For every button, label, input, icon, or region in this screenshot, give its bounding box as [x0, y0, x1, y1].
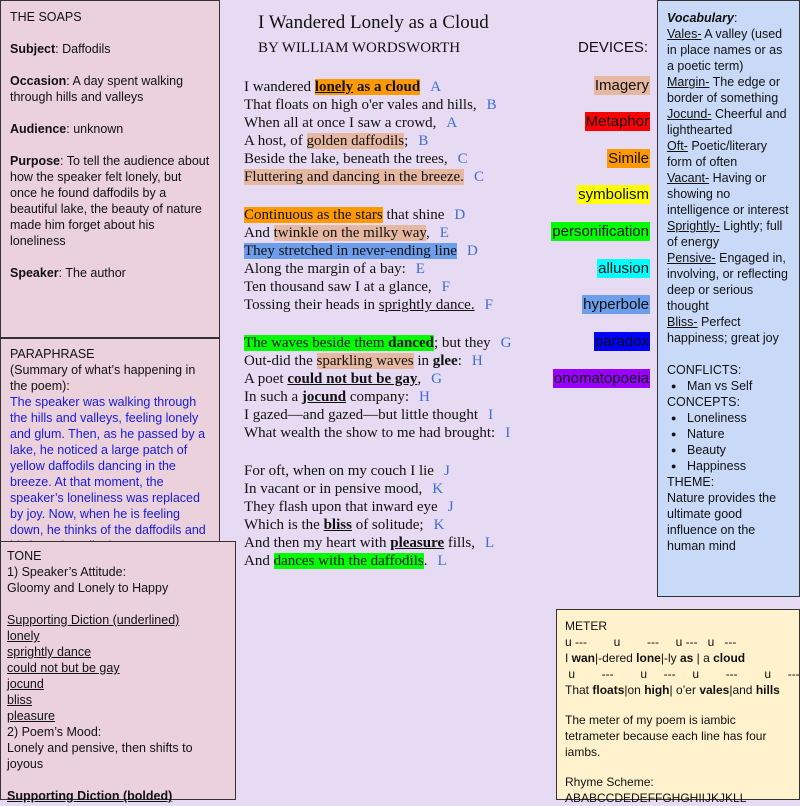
poem-author: BY WILLIAM WORDSWORTH [258, 40, 461, 56]
poem-line: They stretched in never-ending line D [244, 243, 478, 259]
device-imagery: Imagery [594, 77, 649, 94]
poem-line: Out-did the sparkling waves in glee: H [244, 353, 483, 369]
tone-bolded-label: Supporting Diction (bolded) [7, 789, 173, 803]
conflicts-label: CONFLICTS: [667, 363, 742, 377]
vocabulary-panel [657, 0, 800, 597]
vocab-title: Vocabulary: [667, 11, 738, 25]
tone-underlined-word: lonely [7, 629, 40, 643]
vocab-entry: Vacant- Having or showing no intelligence or interest [667, 171, 789, 217]
poem-line: They flash upon that inward eye J [244, 499, 454, 515]
poem-line: Along the margin of a bay: E [244, 261, 425, 277]
meter-panel [556, 609, 800, 805]
conflict-item: ● Man vs Self [687, 378, 790, 394]
device-metaphor: Metaphor [585, 113, 649, 130]
device-onomatopoeia: onomatopoeia [553, 370, 649, 387]
poem-line: The waves beside them danced; but they G [244, 335, 512, 351]
poem-line: Fluttering and dancing in the breeze. C [244, 169, 484, 185]
device-symbolism: symbolism [578, 186, 649, 203]
poem-line: That floats on high o'er vales and hills, B [244, 97, 497, 113]
soaps-panel [0, 0, 220, 338]
rhyme-scheme: ABABCCDEDEFFGHGHIIJKJKLL [565, 791, 747, 805]
tone-attitude: Gloomy and Lonely to Happy [7, 581, 169, 595]
poem-line: I gazed—and gazed—but little thought I [244, 407, 494, 423]
vocab-entry: Oft- Poetic/literary form of often [667, 139, 768, 169]
vocab-entry: Bliss- Perfect happiness; great joy [667, 315, 779, 345]
poem-line: For oft, when on my couch I lie J [244, 463, 450, 479]
meter-scansion-1: u --- u --- u --- u --- [565, 635, 737, 649]
soaps-occasion: Occasion: A day spent walking through hills and valleys [10, 74, 184, 104]
poem-line: A host, of golden daffodils; B [244, 133, 429, 149]
tone-underlined-word: could not but be gay [7, 661, 120, 675]
vocab-entry: Jocund- Cheerful and lighthearted [667, 107, 787, 137]
soaps-subject: Subject: Daffodils [10, 42, 111, 56]
meter-title: METER [565, 619, 607, 633]
tone-underlined-label: Supporting Diction (underlined) [7, 613, 180, 627]
tone-mood-label: 2) Poem’s Mood: [7, 725, 102, 739]
poem-line: Which is the bliss of solitude; K [244, 517, 445, 533]
paraphrase-subtitle: (Summary of what’s happening in the poem): [10, 363, 196, 393]
tone-attitude-label: 1) Speaker’s Attitude: [7, 565, 127, 579]
poem-line: And dances with the daffodils. L [244, 553, 447, 569]
vocab-entry: Sprightly- Lightly; full of energy [667, 219, 783, 249]
device-simile: Simile [608, 150, 649, 167]
vocab-entry: Vales- A valley (used in place names or as a poetic term) [667, 27, 783, 73]
device-hyperbole: hyperbole [583, 296, 649, 313]
device-personification: personification [552, 223, 649, 240]
concept-item: ● Beauty [687, 442, 790, 458]
poem-line: In such a jocund company: H [244, 389, 430, 405]
device-allusion: allusion [598, 260, 649, 277]
concept-item: ● Loneliness [687, 410, 790, 426]
vocab-entry: Pensive- Engaged in, involving, or reflecting deep or serious thought [667, 251, 788, 313]
meter-scansion-2: u --- u --- u --- u --- [565, 667, 800, 681]
concept-item: ● Happiness [687, 458, 790, 474]
tone-underlined-word: pleasure [7, 709, 55, 723]
poem-line: Continuous as the stars that shine D [244, 207, 466, 223]
device-paradox: paradox [594, 333, 649, 350]
tone-title: TONE [7, 549, 42, 563]
tone-underlined-word: jocund [7, 677, 44, 691]
concepts-list [667, 410, 790, 474]
tone-underlined-word: sprightly dance [7, 645, 92, 659]
poem-line: What wealth the show to me had brought: I [244, 425, 511, 441]
meter-line-2: That floats|on high| o’er vales|and hills [565, 683, 780, 697]
soaps-purpose: Purpose: To tell the audience about how the speaker felt lonely, but once he found daffodils by a beautiful lake, the beauty of nature made him forget about his loneliness [10, 154, 210, 248]
rhyme-scheme-label: Rhyme Scheme: [565, 775, 654, 789]
poem-title: I Wandered Lonely as a Cloud [258, 12, 489, 33]
theme-label: THEME: [667, 475, 715, 489]
poem-line: In vacant or in pensive mood, K [244, 481, 444, 497]
paraphrase-panel [0, 338, 220, 544]
poem-line: And then my heart with pleasure fills, L [244, 535, 495, 551]
poem-line: And twinkle on the milky way, E [244, 225, 449, 241]
paraphrase-text: The speaker was walking through the hills and valleys, feeling lonely and glum. Then, as he passed by a lake, he noticed a large patch of yellow daffodils dancing in the breeze. At that moment, the speaker’s loneliness was replaced by joy. Now, when he is feeling down, he thinks of the daffodils and [10, 395, 206, 537]
concepts-label: CONCEPTS: [667, 395, 740, 409]
soaps-speaker: Speaker: The author [10, 266, 126, 280]
poem-line: Tossing their heads in sprightly dance. F [244, 297, 493, 313]
soaps-audience: Audience: unknown [10, 122, 124, 136]
devices-title: DEVICES: [578, 39, 649, 56]
paraphrase-title: PARAPHRASE [10, 347, 95, 361]
poem-line: A poet could not but be gay, G [244, 371, 442, 387]
soaps-title: THE SOAPS [10, 10, 82, 24]
poem-line: Ten thousand saw I at a glance, F [244, 279, 450, 295]
poem-line: When all at once I saw a crowd, A [244, 115, 458, 131]
vocab-entry: Margin- The edge or border of something [667, 75, 781, 105]
tone-underlined-word: bliss [7, 693, 33, 707]
conflicts-list [667, 378, 790, 394]
meter-line-1: I wan|-dered lone|-ly as | a cloud [565, 651, 746, 665]
concept-item: ● Nature [687, 426, 790, 442]
poem-line: I wandered lonely as a cloud A [244, 79, 442, 95]
tone-mood: Lonely and pensive, then shifts to joyous [7, 741, 193, 771]
tone-panel [0, 541, 236, 803]
poem-line: Beside the lake, beneath the trees, C [244, 151, 468, 167]
meter-explanation: The meter of my poem is iambic tetrameter because each line has four iambs. [565, 713, 767, 759]
theme-text: Nature provides the ultimate good influence on the human mind [667, 491, 777, 553]
